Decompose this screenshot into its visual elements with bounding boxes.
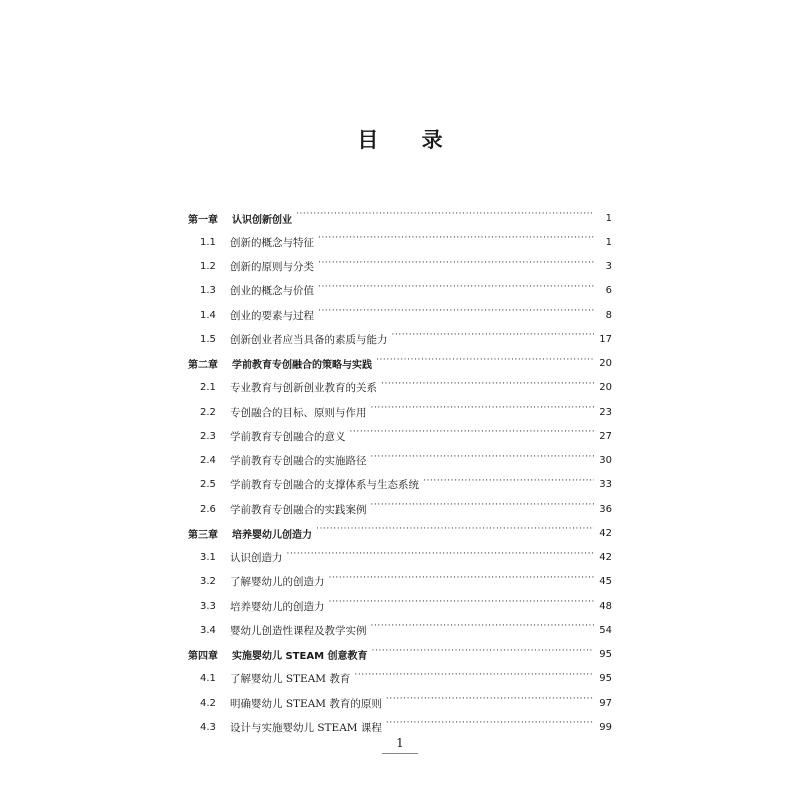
entry-number: 2.5: [200, 479, 216, 491]
entry-number: 4.3: [200, 721, 216, 733]
entry-number: 3.4: [200, 624, 216, 636]
entry-title: 专业教育与创新创业教育的关系: [230, 382, 377, 395]
entry-number: 1.5: [200, 333, 216, 345]
toc-section-1-3[interactable]: [188, 279, 612, 303]
entry-title: 了解婴幼儿 STEAM 教育: [230, 673, 351, 686]
toc-section-1-4[interactable]: [188, 303, 612, 327]
entry-title: 学前教育专创融合的支撑体系与生态系统: [230, 479, 419, 492]
toc-chapter-1[interactable]: [188, 206, 612, 230]
entry-title: 了解婴幼儿的创造力: [230, 576, 325, 589]
entry-title: 明确婴幼儿 STEAM 教育的原则: [230, 697, 382, 710]
entry-number: 2.1: [200, 382, 216, 394]
entry-page: 6: [605, 285, 612, 297]
dot-leader: [386, 697, 594, 709]
entry-title: 培养婴幼儿创造力: [232, 529, 312, 541]
toc-section-3-4[interactable]: [188, 618, 612, 642]
toc-chapter-4[interactable]: [188, 643, 612, 667]
dot-leader: [376, 358, 594, 370]
entry-title: 设计与实施婴幼儿 STEAM 课程: [230, 721, 382, 734]
entry-title: 学前教育专创融合的实施路径: [230, 455, 367, 468]
dot-leader: [354, 673, 594, 685]
entry-page: 1: [605, 212, 612, 224]
entry-page: 36: [599, 503, 612, 515]
dot-leader: [287, 552, 595, 564]
entry-number: 2.3: [200, 430, 216, 442]
entry-number: 第三章: [188, 529, 218, 541]
entry-page: 33: [599, 479, 612, 491]
toc-chapter-2[interactable]: [188, 352, 612, 376]
entry-number: 1.4: [200, 309, 216, 321]
entry-number: 1.3: [200, 285, 216, 297]
dot-leader: [318, 309, 594, 321]
entry-number: 2.4: [200, 455, 216, 467]
entry-page: 30: [599, 455, 612, 467]
entry-title: 培养婴幼儿的创造力: [230, 600, 325, 613]
toc-section-2-5[interactable]: [188, 473, 612, 497]
dot-leader: [329, 600, 595, 612]
entry-page: 42: [599, 552, 612, 564]
dot-leader: [371, 503, 595, 515]
entry-number: 2.2: [200, 406, 216, 418]
page-title: 目 录: [357, 128, 461, 152]
toc-section-3-1[interactable]: [188, 546, 612, 570]
entry-page: 1: [605, 236, 612, 248]
entry-page: 8: [605, 309, 612, 321]
entry-title: 实施婴幼儿 STEAM 创意教育: [232, 651, 368, 663]
dot-leader: [386, 721, 594, 733]
entry-page: 20: [599, 358, 612, 370]
dot-leader: [392, 333, 595, 345]
entry-number: 4.2: [200, 697, 216, 709]
entry-page: 95: [599, 673, 612, 685]
entry-number: 1.1: [200, 236, 216, 248]
entry-title: 认识创新创业: [232, 214, 292, 226]
toc-section-3-2[interactable]: [188, 570, 612, 594]
entry-number: 2.6: [200, 503, 216, 515]
dot-leader: [372, 649, 594, 661]
toc-section-2-2[interactable]: [188, 400, 612, 424]
entry-number: 第四章: [188, 651, 218, 663]
entry-title: 创业的概念与价值: [230, 285, 314, 298]
folio-rule: [382, 753, 418, 754]
entry-page: 45: [599, 576, 612, 588]
toc-section-4-2[interactable]: [188, 691, 612, 715]
entry-page: 27: [599, 430, 612, 442]
entry-number: 第一章: [188, 214, 218, 226]
dot-leader: [329, 576, 595, 588]
entry-page: 42: [599, 527, 612, 539]
entry-number: 3.3: [200, 600, 216, 612]
dot-leader: [371, 406, 595, 418]
toc-section-2-4[interactable]: [188, 449, 612, 473]
dot-leader: [350, 430, 595, 442]
entry-page: 17: [599, 333, 612, 345]
entry-number: 3.1: [200, 552, 216, 564]
dot-leader: [423, 479, 594, 491]
entry-title: 学前教育专创融合的实践案例: [230, 503, 367, 516]
entry-title: 婴幼儿创造性课程及教学实例: [230, 624, 367, 637]
entry-title: 创新的原则与分类: [230, 261, 314, 274]
entry-title: 创新创业者应当具备的素质与能力: [230, 333, 388, 346]
entry-page: 54: [599, 624, 612, 636]
entry-title: 学前教育专创融合的策略与实践: [232, 360, 372, 372]
entry-page: 3: [605, 261, 612, 273]
table-of-contents: [188, 206, 612, 740]
toc-section-1-1[interactable]: [188, 230, 612, 254]
entry-title: 创新的概念与特征: [230, 236, 314, 249]
entry-number: 第二章: [188, 360, 218, 372]
dot-leader: [371, 455, 595, 467]
toc-section-1-5[interactable]: [188, 327, 612, 351]
page-folio: 1: [396, 736, 404, 750]
dot-leader: [296, 212, 594, 224]
toc-section-2-6[interactable]: [188, 497, 612, 521]
dot-leader: [318, 236, 594, 248]
toc-chapter-3[interactable]: [188, 521, 612, 545]
toc-section-4-1[interactable]: [188, 667, 612, 691]
entry-number: 4.1: [200, 673, 216, 685]
entry-page: 95: [599, 649, 612, 661]
entry-page: 97: [599, 697, 612, 709]
entry-title: 学前教育专创融合的意义: [230, 430, 346, 443]
dot-leader: [371, 624, 595, 636]
entry-number: 1.2: [200, 261, 216, 273]
dot-leader: [318, 261, 594, 273]
entry-page: 23: [599, 406, 612, 418]
dot-leader: [318, 285, 594, 297]
entry-page: 48: [599, 600, 612, 612]
toc-section-2-3[interactable]: [188, 424, 612, 448]
entry-page: 20: [599, 382, 612, 394]
entry-title: 认识创造力: [230, 552, 283, 565]
entry-number: 3.2: [200, 576, 216, 588]
toc-section-2-1[interactable]: [188, 376, 612, 400]
entry-title: 创业的要素与过程: [230, 309, 314, 322]
entry-title: 专创融合的目标、原则与作用: [230, 406, 367, 419]
dot-leader: [316, 527, 594, 539]
entry-page: 99: [599, 721, 612, 733]
toc-section-1-2[interactable]: [188, 255, 612, 279]
toc-section-3-3[interactable]: [188, 594, 612, 618]
dot-leader: [381, 382, 594, 394]
